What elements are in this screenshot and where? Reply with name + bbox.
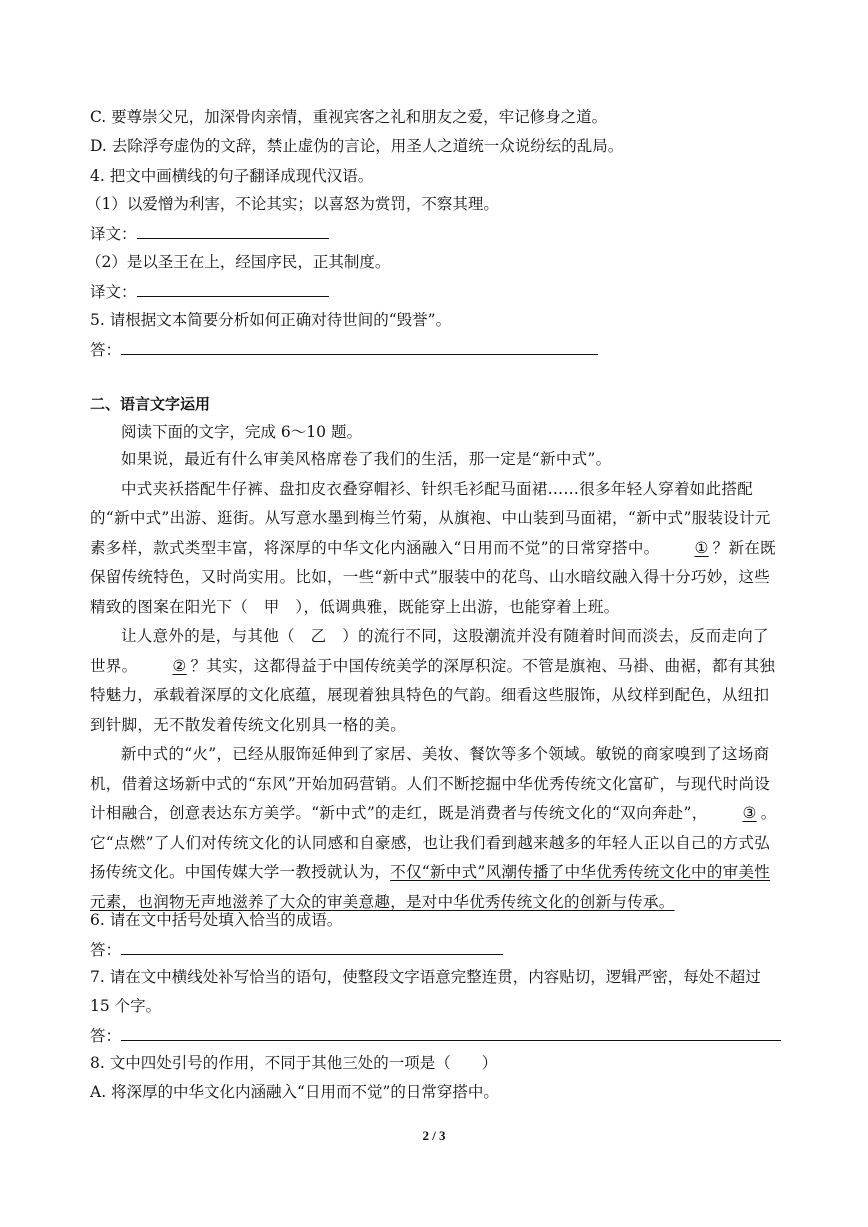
- answer-5-row: [90, 339, 598, 360]
- underlined-sentence: 不仅“新中式”风潮传播了中华优秀传统文化中的审美性元素，也润物无声地滋养了大众的审美意趣，是对中华优秀传统文化的创新与传承。: [90, 863, 771, 911]
- answer-6-row: [90, 939, 503, 960]
- answer-7-row: [90, 1025, 781, 1046]
- answer-6-blank[interactable]: [121, 939, 503, 955]
- passage-text: 。它“点燃”了人们对传统文化的认同感和自豪感，也让我们看到越来越多的年轻人正以自己的方式弘扬传统文化。中国传媒大学一教授就认为，: [90, 804, 777, 881]
- translation-label: 译文：: [90, 225, 137, 243]
- option-d: D. 去除浮夸虚伪的文辞，禁止虚伪的言论，用圣人之道统一众说纷纭的乱局。: [90, 137, 624, 155]
- answer-label: 答：: [90, 341, 122, 359]
- answer-label: 答：: [90, 941, 122, 959]
- section-2-intro: 阅读下面的文字，完成 6～10 题。: [121, 423, 362, 441]
- passage-paragraph-2: [90, 475, 780, 623]
- section-2-heading: 二、语言文字运用: [90, 395, 211, 413]
- question-4-stem: 4. 把文中画横线的句子翻译成现代汉语。: [90, 167, 374, 185]
- translation-2-blank[interactable]: [137, 281, 329, 297]
- question-4-sentence-2: （2）是以圣王在上，经国序民，正其制度。: [86, 253, 391, 271]
- page-number: 2 / 3: [422, 1128, 446, 1143]
- translation-1-blank[interactable]: [137, 223, 329, 239]
- answer-5-blank[interactable]: [121, 339, 598, 355]
- question-7-stem: 7. 请在文中横线处补写恰当的语句，使整段文字语意完整连贯，内容贴切，逻辑严密，每处不超过: [90, 968, 761, 986]
- question-8-option-a: A. 将深厚的中华文化内涵融入“日用而不觉”的日常穿搭中。: [90, 1083, 499, 1101]
- question-8-stem: 8. 文中四处引号的作用，不同于其他三处的一项是（ ）: [90, 1054, 498, 1072]
- passage-paragraph-3: [90, 622, 780, 740]
- passage-paragraph-1: 如果说，最近有什么审美风格席卷了我们的生活，那一定是“新中式”。: [121, 450, 612, 468]
- passage-text: ？其实，这都得益于中国传统美学的深厚积淀。不管是旗袍、马褂、曲裾，都有其独特魅力，承载着深厚的文化底蕴，展现着独具特色的气韵。细看这些服饰，从纹样到配色，从纽扣到针脚，无不散发着传统文化别具一格的美。: [90, 656, 776, 734]
- blank-1[interactable]: ①: [694, 538, 709, 557]
- option-c: C. 要尊崇父兄，加深骨肉亲情，重视宾客之礼和朋友之爱，牢记修身之道。: [90, 108, 608, 126]
- question-7-stem-cont: 15 个字。: [90, 997, 162, 1015]
- passage-text: 让人意外的是，与其他（ 乙 ）的流行不同，这股潮流并没有随着时间而淡去，反而走向了世界。: [90, 627, 769, 675]
- question-4-sentence-1: （1）以爱憎为利害，不论其实；以喜怒为赏罚，不察其理。: [86, 195, 499, 213]
- blank-2[interactable]: ②: [172, 656, 187, 675]
- blank-3[interactable]: ③: [742, 804, 757, 822]
- passage-text: ？新在既保留传统特色，又时尚实用。比如，一些“新中式”服装中的花鸟、山水暗纹融入得十分巧妙，这些精致的图案在阳光下（ 甲 ），低调典雅，既能穿上出游，也能穿着上班。: [90, 538, 776, 616]
- translation-label: 译文：: [90, 283, 137, 301]
- question-5-stem: 5. 请根据文本简要分析如何正确对待世间的“毁誉”。: [90, 311, 452, 329]
- translation-1-row: [90, 223, 329, 244]
- reading-passage: [90, 445, 780, 917]
- passage-text: 新中式的“火”，已经从服饰延伸到了家居、美妆、餐饮等多个领域。敏锐的商家嗅到了这场商机，借着这场新中式的“东风”开始加码营销。人们不断挖掘中华优秀传统文化富矿，与现代时尚设计相融合，创意表达东方美学。“新中式”的走红，既是消费者与传统文化的“双向奔赴”，: [90, 745, 771, 822]
- answer-label: 答：: [90, 1027, 122, 1045]
- translation-2-row: [90, 281, 329, 302]
- passage-text: 中式夹袄搭配牛仔裤、盘扣皮衣叠穿帽衫、针织毛衫配马面裙……很多年轻人穿着如此搭配的“新中式”出游、逛街。从写意水墨到梅兰竹菊，从旗袍、中山装到马面裙，“新中式”服装设计元素多样，款式类型丰富，将深厚的中华文化内涵融入“日用而不觉”的日常穿搭中。: [90, 479, 771, 557]
- question-6-stem: 6. 请在文中括号处填入恰当的成语。: [90, 911, 343, 929]
- answer-7-blank[interactable]: [121, 1025, 781, 1041]
- passage-paragraph-4: [90, 740, 780, 917]
